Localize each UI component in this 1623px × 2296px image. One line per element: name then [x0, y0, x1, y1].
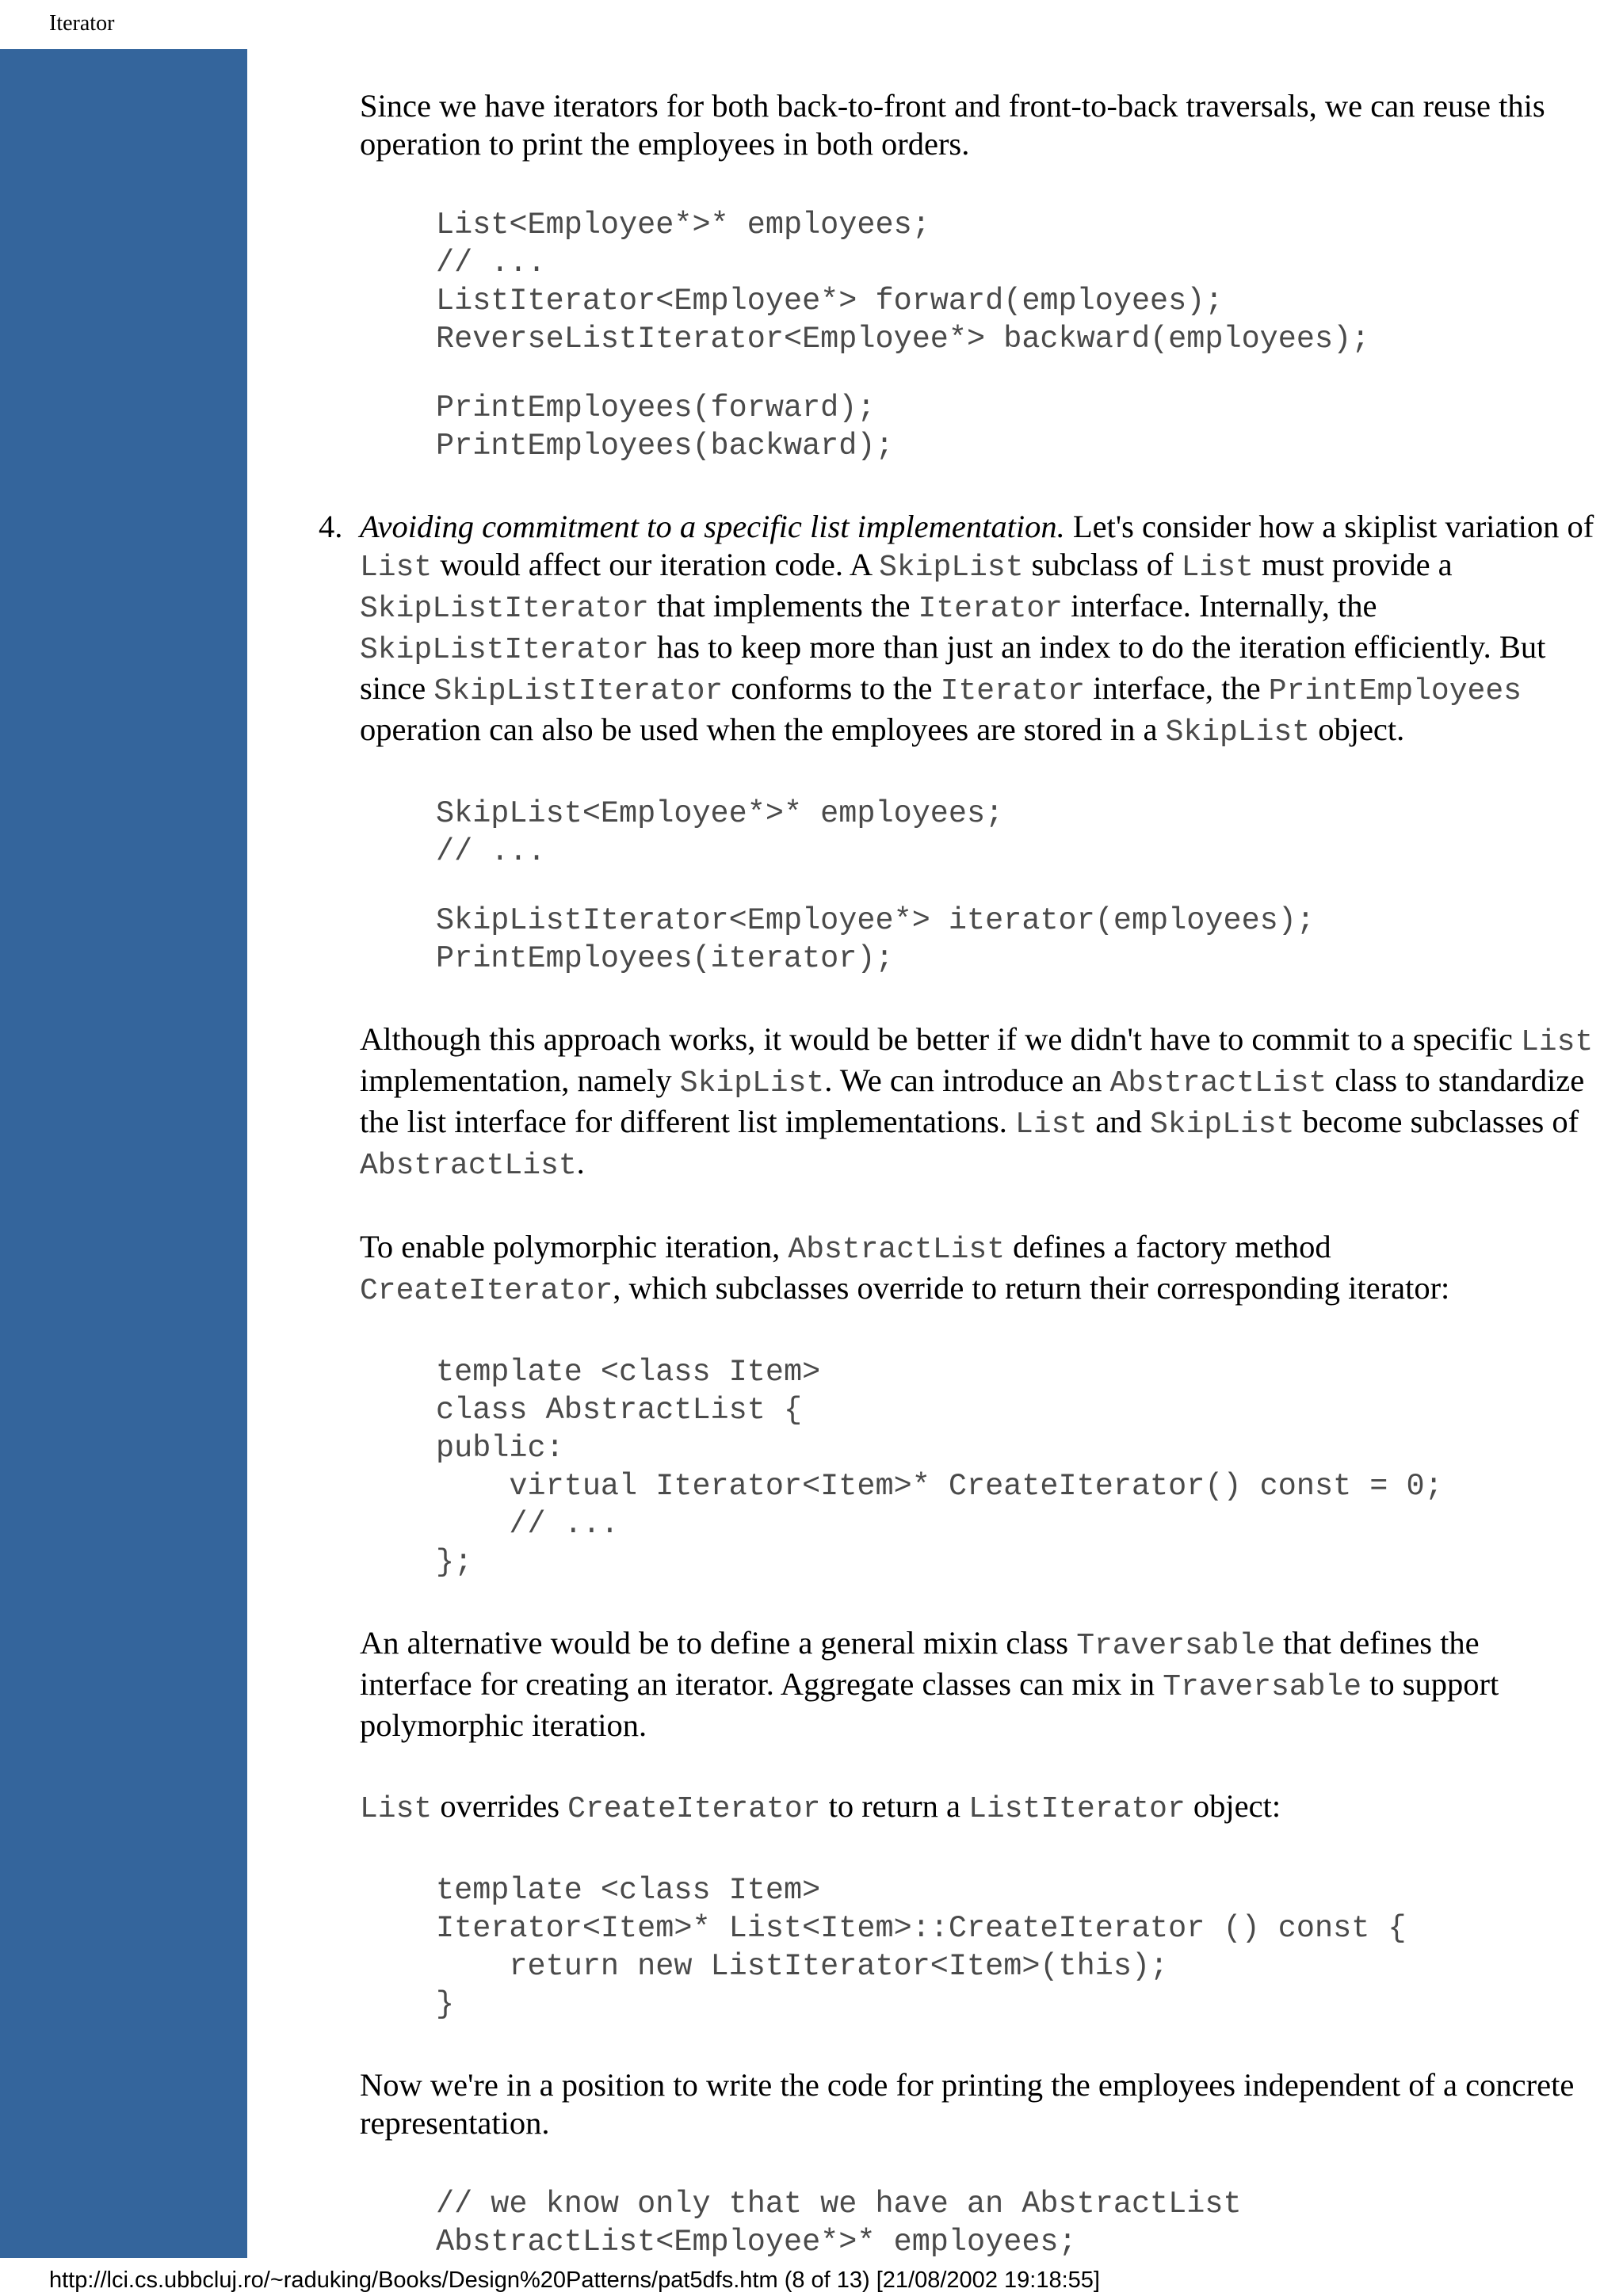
code-block-skiplist-iter: SkipListIterator<Employee*> iterator(employees); PrintEmployees(iterator); [436, 903, 1315, 976]
code-term: List [360, 551, 433, 585]
paragraph-abstract-list [360, 1020, 1596, 1185]
code-block-print-calls: PrintEmployees(forward); PrintEmployees(backward); [436, 391, 894, 463]
intro-paragraph: Since we have iterators for both back-to-front and front-to-back traversals, we can reuse this operation to print the employees in both orders. [360, 88, 1545, 162]
code-term: AbstractList [788, 1233, 1006, 1267]
text: implementation, namely [360, 1062, 680, 1098]
text: overrides [432, 1788, 568, 1824]
code-term: PrintEmployees [1268, 674, 1522, 708]
text: interface. Internally, the [1062, 588, 1377, 624]
page-header-title: Iterator [49, 11, 115, 36]
text: operation can also be used when the employees are stored in a [360, 711, 1166, 747]
code-term: SkipList [679, 1066, 825, 1100]
code-term: List [1520, 1025, 1594, 1059]
paragraph-traversable [360, 1624, 1596, 1745]
list-item-title: Avoiding commitment to a specific list implementation. [360, 509, 1065, 544]
paragraph-independent: Now we're in a position to write the code for printing the employees independent of a concrete representation. [360, 2067, 1575, 2141]
text: to support polymorphic iteration. [360, 1666, 1499, 1743]
text: An alternative would be to define a general mixin class [360, 1625, 1077, 1661]
code-block-create-iterator: template <class Item> Iterator<Item>* List<Item>::CreateIterator () const { return new ListIterator<Item>(this); } [436, 1873, 1407, 2022]
text: , which subclasses override to return their corresponding iterator: [613, 1270, 1450, 1306]
code-term: Iterator [918, 592, 1063, 626]
text: that implements the [648, 588, 918, 624]
text: would affect our iteration code. A [432, 547, 880, 582]
document-body [319, 87, 1596, 2292]
code-term: SkipList [879, 551, 1024, 585]
code-term: SkipListIterator [360, 592, 649, 626]
code-block-iterators: List<Employee*>* employees; // ... ListIterator<Employee*> forward(employees); ReverseListIterator<Employee*> backward(employees); [436, 208, 1370, 357]
text: and [1087, 1104, 1150, 1139]
text: become subclasses of [1294, 1104, 1579, 1139]
text: class to standardize the list interface for different list implementations. [360, 1062, 1585, 1139]
page-footer-url: http://lci.cs.ubbcluj.ro/~raduking/Books/Design%20Patterns/pat5dfs.htm (8 of 13) [21/08/2002 19:18:55] [49, 2267, 1100, 2293]
text: has to keep more than just an index to do the iteration efficiently. But since [360, 629, 1546, 706]
code-block-skiplist-decl: SkipList<Employee*>* employees; // ... [436, 796, 1004, 869]
code-term: Traversable [1163, 1670, 1362, 1704]
text: conforms to the [723, 670, 941, 706]
code-term: CreateIterator [567, 1792, 821, 1826]
code-term: Iterator [940, 674, 1086, 708]
sidebar-band [0, 49, 247, 2258]
text: . [576, 1145, 585, 1180]
code-term: AbstractList [360, 1149, 577, 1183]
text: To enable polymorphic iteration, [360, 1229, 789, 1264]
list-item-number: 4. [319, 509, 343, 544]
code-term: Traversable [1076, 1629, 1276, 1663]
code-term: SkipList [1149, 1108, 1295, 1142]
code-term: List [1015, 1108, 1088, 1142]
code-term: ListIterator [968, 1792, 1186, 1826]
code-block-abstract-employees: // we know only that we have an AbstractList AbstractList<Employee*>* employees; [436, 2187, 1242, 2260]
text: Although this approach works, it would be better if we didn't have to commit to a specific [360, 1021, 1521, 1057]
text: defines a factory method [1005, 1229, 1331, 1264]
code-term: AbstractList [1109, 1066, 1327, 1100]
code-term: List [360, 1792, 433, 1826]
text: object. [1310, 711, 1405, 747]
code-term: SkipListIterator [360, 633, 649, 667]
text: to return a [820, 1788, 969, 1824]
text: interface, the [1085, 670, 1269, 706]
paragraph-list-overrides [360, 1787, 1596, 1829]
code-term: CreateIterator [360, 1274, 613, 1308]
list-item-4 [319, 508, 1596, 752]
text: object: [1185, 1788, 1281, 1824]
code-term: SkipList [1165, 715, 1311, 749]
paragraph-factory-method [360, 1228, 1596, 1310]
text: subclass of [1023, 547, 1182, 582]
text: Let's consider how a skiplist variation of [1064, 509, 1594, 544]
text: . We can introduce an [824, 1062, 1110, 1098]
code-term: List [1181, 551, 1254, 585]
text: must provide a [1253, 547, 1453, 582]
code-term: SkipListIterator [433, 674, 724, 708]
text: that defines the interface for creating an iterator. Aggregate classes can mix in [360, 1625, 1480, 1702]
code-block-abstract-list: template <class Item> class AbstractList { public: virtual Iterator<Item>* CreateIterator() const = 0; // ... }; [436, 1355, 1443, 1580]
